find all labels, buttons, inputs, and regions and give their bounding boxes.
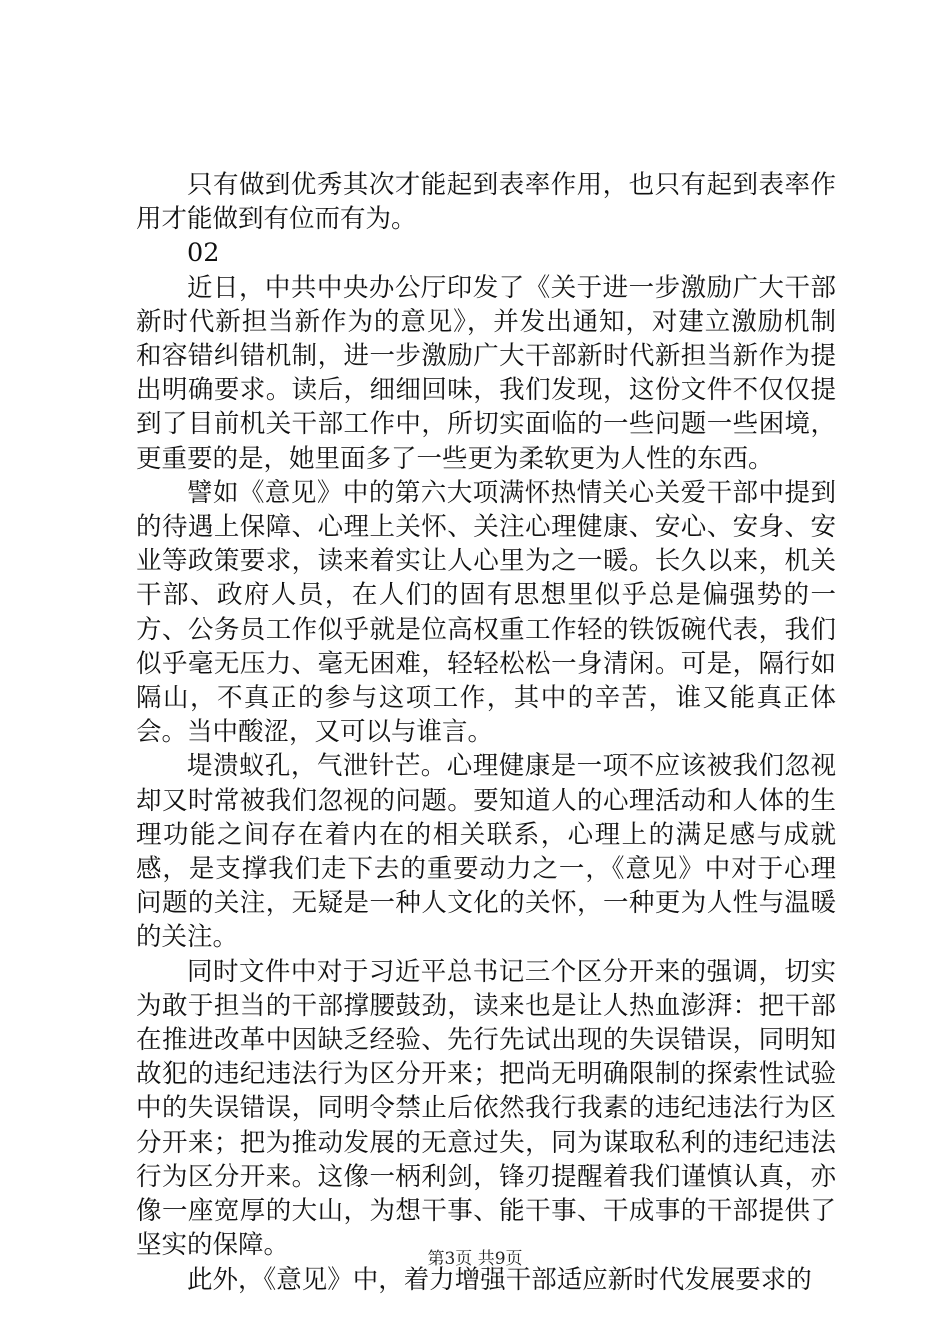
paragraph: 只有做到优秀其次才能起到表率作用，也只有起到表率作用才能做到有位而有为。 xyxy=(136,170,836,235)
paragraph: 近日，中共中央办公厅印发了《关于进一步激励广大干部新时代新担当新作为的意见》，并发出通知，对建立激励机制和容错纠错机制，进一步激励广大干部新时代新担当新作为提出明确要求。读后，细细回味，我们发现，这份文件不仅仅提到了目前机关干部工作中，所切实面临的一些问题一些困境，更重要的是，她里面多了一些更为柔软更为人性的东西。 xyxy=(136,272,836,474)
paragraph: 譬如《意见》中的第六大项满怀热情关心关爱干部中提到的待遇上保障、心理上关怀、关注心理健康、安心、安身、安业等政策要求，读来着实让人心里为之一暖。长久以来，机关干部、政府人员，在人们的固有思想里似乎总是偏强势的一方、公务员工作似乎就是位高权重工作轻的铁饭碗代表，我们似乎毫无压力、毫无困难，轻轻松松一身清闲。可是，隔行如隔山，不真正的参与这项工作，其中的辛苦，谁又能真正体会。当中酸涩，又可以与谁言。 xyxy=(136,477,836,748)
page-footer: 第3页 共9页 xyxy=(427,1249,523,1269)
paragraph: 此外，《意见》中，着力增强干部适应新时代发展要求的 xyxy=(187,1264,812,1295)
document-body xyxy=(136,168,836,1297)
paragraph: 堤溃蚁孔，气泄针芒。心理健康是一项不应该被我们忽视却又时常被我们忽视的问题。要知道人的心理活动和人体的生理功能之间存在着内在的相关联系，心理上的满足感与成就感，是支撑我们走下去的重要动力之一，《意见》中对于心理问题的关注，无疑是一种人文化的关怀，一种更为人性与温暖的关注。 xyxy=(136,751,836,953)
paragraph: 同时文件中对于习近平总书记三个区分开来的强调，切实为敢于担当的干部撑腰鼓劲，读来也是让人热血澎湃：把干部在推进改革中因缺乏经验、先行先试出现的失误错误，同明知故犯的违纪违法行为区分开来；把尚无明确限制的探索性试验中的失误错误，同明令禁止后依然我行我素的违纪违法行为区分开来；把为推动发展的无意过失，同为谋取私利的违纪违法行为区分开来。这像一柄利剑，锋刃提醒着我们谨慎认真，亦像一座宽厚的大山，为想干事、能干事、干成事的干部提供了坚实的保障。 xyxy=(136,956,836,1261)
section-number: 02 xyxy=(187,238,220,269)
